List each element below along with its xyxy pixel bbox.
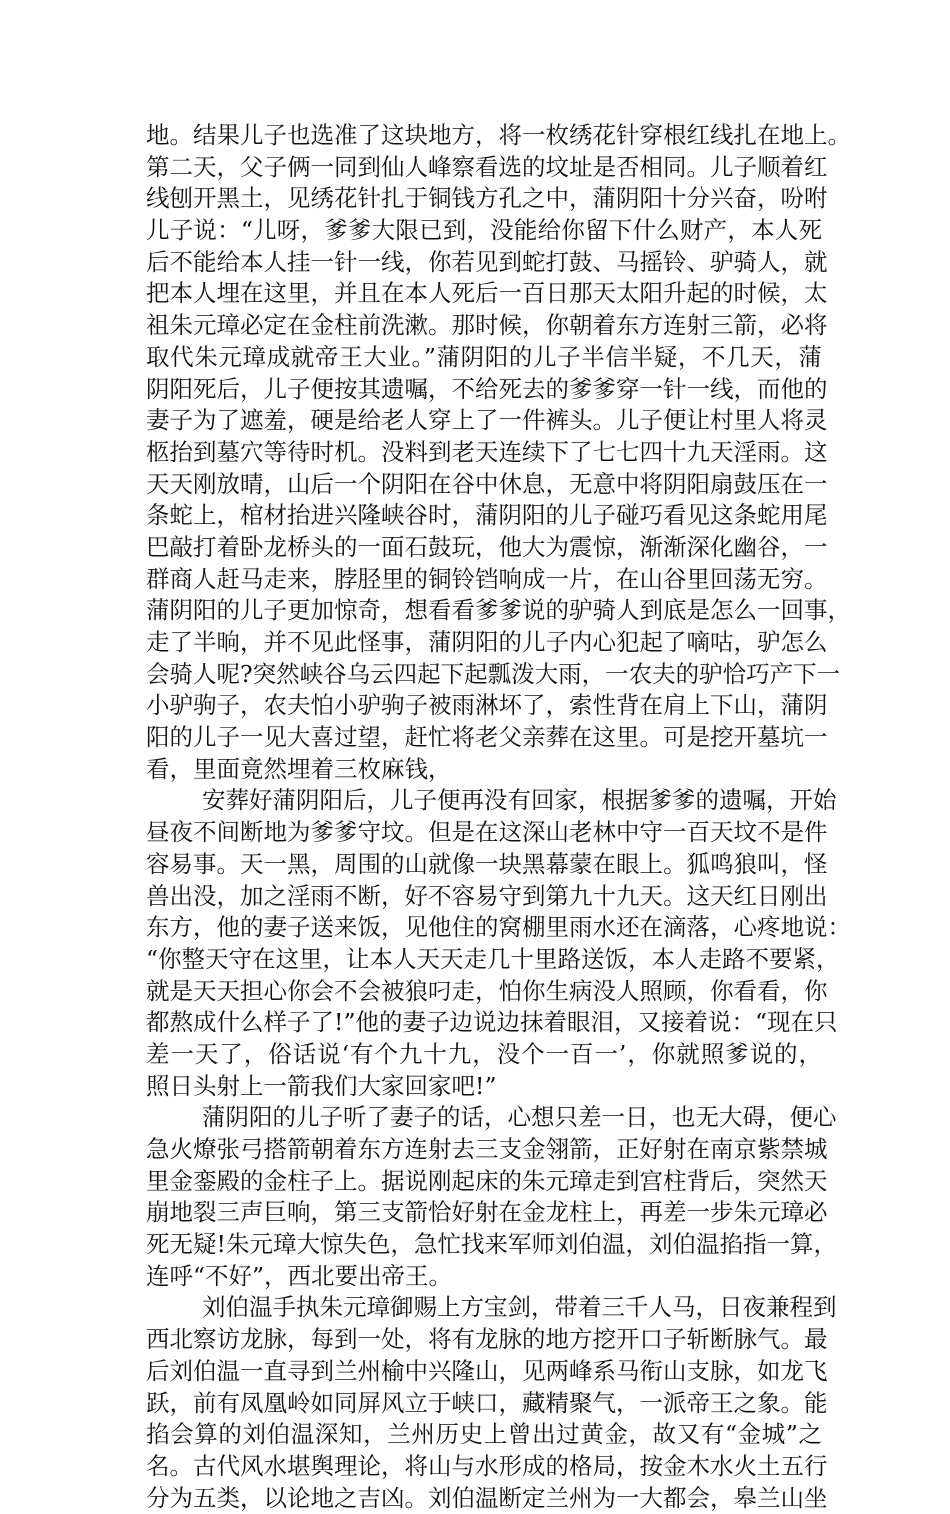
- text-line: 线刨开黑土，见绣花针扎于铜钱方孔之中，蒲阴阳十分兴奋，吩咐: [146, 184, 828, 213]
- text-line: 后不能给本人挂一针一线，你若见到蛇打鼓、马摇铃、驴骑人，就: [146, 247, 828, 276]
- text-line: “你整天守在这里，让本人天天走几十里路送饭，本人走路不要紧，: [146, 944, 840, 973]
- text-line: 妻子为了遮羞，硬是给老人穿上了一件裤头。儿子便让村里人将灵: [146, 406, 828, 435]
- text-line: 刘伯温手执朱元璋御赐上方宝剑，带着三千人马，日夜兼程到: [202, 1293, 837, 1322]
- text-line: 分为五类，以论地之吉凶。刘伯温断定兰州为一大都会，皋兰山坐: [146, 1483, 828, 1512]
- text-line: 后刘伯温一直寻到兰州榆中兴隆山，见两峰系马衔山支脉，如龙飞: [146, 1356, 828, 1385]
- text-line: 第二天，父子俩一同到仙人峰察看选的坟址是否相同。儿子顺着红: [146, 152, 828, 181]
- text-line: 条蛇上，棺材抬进兴隆峡谷时，蒲阴阳的儿子碰巧看见这条蛇用尾: [146, 501, 828, 530]
- text-line: 天天刚放晴，山后一个阴阳在谷中休息，无意中将阴阳扇鼓压在一: [146, 469, 828, 498]
- text-line: 看，里面竟然埋着三枚麻钱，: [146, 754, 452, 783]
- text-line: 儿子说：“儿呀，爹爹大限已到，没能给你留下什么财产，本人死: [146, 216, 822, 245]
- text-line: 就是天天担心你会不会被狼叼走，怕你生病没人照顾，你看看，你: [146, 976, 828, 1005]
- text-line: 地。结果儿子也选准了这块地方，将一枚绣花针穿根红线扎在地上。: [146, 121, 851, 149]
- text-line: 跃，前有凤凰岭如同屏风立于峡口，藏精聚气，一派帝王之象。能: [146, 1388, 828, 1417]
- text-line: 死无疑!朱元璋大惊失色，急忙找来军师刘伯温，刘伯温掐指一算，: [146, 1230, 837, 1259]
- text-line: 名。古代风水堪舆理论，将山与水形成的格局，按金木水火土五行: [146, 1451, 828, 1480]
- text-line: 巴敲打着卧龙桥头的一面石鼓玩，他大为震惊，渐渐深化幽谷，一: [146, 532, 828, 561]
- text-line: 东方，他的妻子送来饭，见他住的窝棚里雨水还在滴落，心疼地说：: [146, 913, 851, 942]
- text-line: 急火燎张弓搭箭朝着东方连射去三支金翎箭，正好射在南京紫禁城: [146, 1135, 828, 1163]
- text-line: 西北察访龙脉，每到一处，将有龙脉的地方挖开口子斩断脉气。最: [146, 1325, 828, 1354]
- text-line: 连呼“不好”，西北要出帝王。: [146, 1261, 453, 1290]
- text-line: 阳的儿子一见大喜过望，赶忙将老父亲葬在这里。可是挖开墓坑一: [146, 723, 828, 752]
- text-line: 把本人埋在这里，并且在本人死后一百日那天太阳升起的时候，太: [146, 279, 828, 308]
- text-line: 蒲阴阳的儿子听了妻子的话，心想只差一日，也无大碍，便心: [202, 1103, 837, 1132]
- text-line: 兽出没，加之淫雨不断，好不容易守到第九十九天。这天红日刚出: [146, 881, 828, 910]
- text-line: 祖朱元璋必定在金柱前洗漱。那时候，你朝着东方连射三箭，必将: [146, 311, 828, 340]
- document-page: [146, 120, 851, 1514]
- text-line: 群商人赶马走来，脖胫里的铜铃铛响成一片，在山谷里回荡无穷。: [146, 564, 828, 593]
- text-line: 昼夜不间断地为爹爹守坟。但是在这深山老林中守一百天坟不是件: [146, 818, 828, 847]
- text-line: 里金銮殿的金柱子上。据说刚起床的朱元璋走到宫柱背后，突然天: [146, 1166, 828, 1195]
- text-line: 小驴驹子，农夫怕小驴驹子被雨淋坏了，索性背在肩上下山，蒲阴: [146, 691, 828, 720]
- text-line: 柩抬到墓穴等待时机。没料到老天连续下了七七四十九天淫雨。这: [146, 437, 828, 466]
- text-line: 走了半晌，并不见此怪事，蒲阴阳的儿子内心犯起了嘀咕，驴怎么: [146, 628, 828, 656]
- text-line: 取代朱元璋成就帝王大业。”蒲阴阳的儿子半信半疑，不几天，蒲: [146, 342, 822, 371]
- text-line: 安葬好蒲阴阳后，儿子便再没有回家，根据爹爹的遗嘱，开始: [202, 786, 837, 815]
- text-line: 蒲阴阳的儿子更加惊奇，想看看爹爹说的驴骑人到底是怎么一回事，: [146, 596, 851, 625]
- text-line: 容易事。天一黑，周围的山就像一块黑幕蒙在眼上。狐鸣狼叫，怪: [146, 849, 828, 878]
- text-line: 差一天了，俗话说‘有个九十九，没个一百一’，你就照爹说的，: [146, 1039, 822, 1068]
- text-line: 掐会算的刘伯温深知，兰州历史上曾出过黄金，故又有“金城”之: [146, 1420, 822, 1449]
- text-line: 会骑人呢?突然峡谷乌云四起下起瓢泼大雨，一农夫的驴恰巧产下一: [146, 659, 841, 688]
- text-line: 照日头射上一箭我们大家回家吧!”: [146, 1071, 497, 1100]
- text-line: 都熬成什么样子了!”他的妻子边说边抹着眼泪，又接着说：“现在只: [146, 1008, 838, 1037]
- text-line: 崩地裂三声巨响，第三支箭恰好射在金龙柱上，再差一步朱元璋必: [146, 1198, 828, 1227]
- text-line: 阴阳死后，儿子便按其遗嘱，不给死去的爹爹穿一针一线，而他的: [146, 374, 828, 403]
